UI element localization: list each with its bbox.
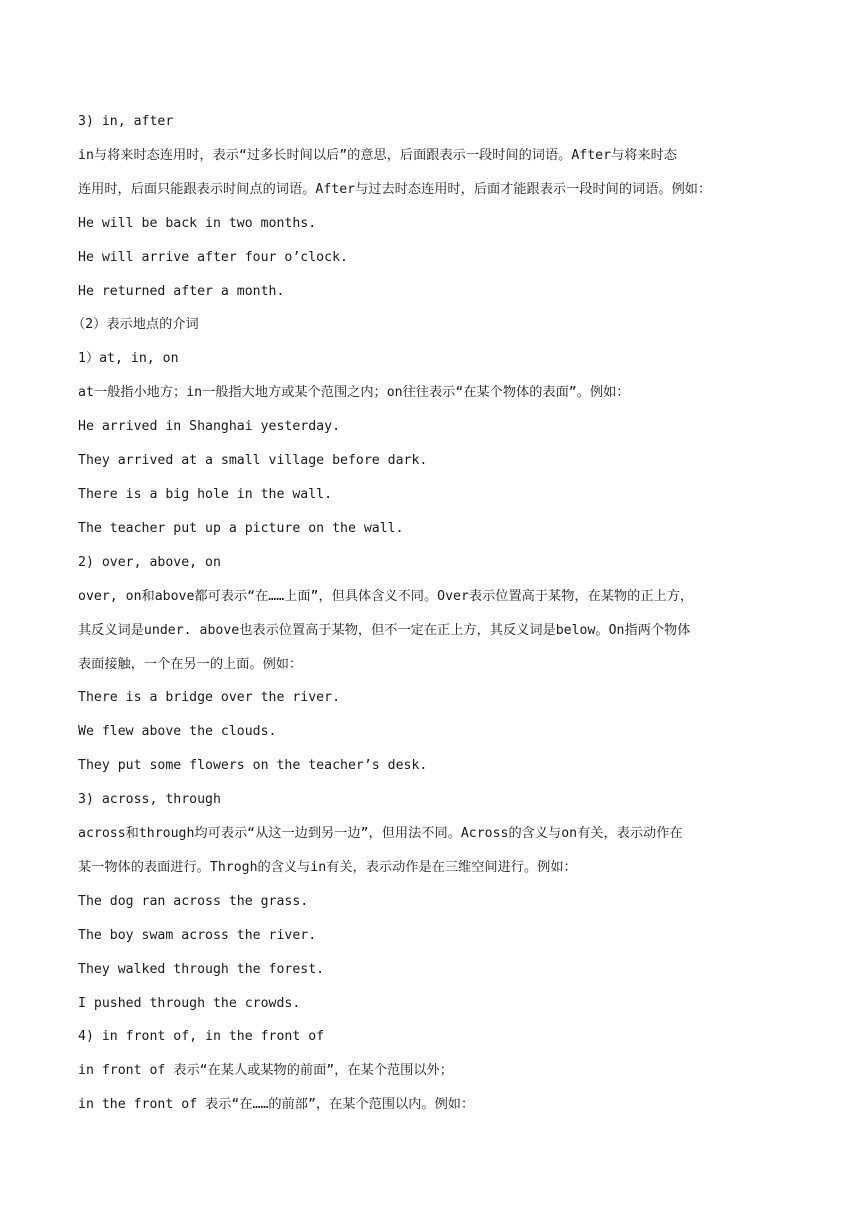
subsection-heading: 3) across, through bbox=[78, 792, 221, 808]
text-line: at一般指小地方；in一般指大地方或某个范围之内；on往往表示“在某个物体的表面”。例如： bbox=[78, 385, 630, 401]
text-line: 其反义词是under. above也表示位置高于某物，但不一定在正上方，其反义词是below。On指两个物体 bbox=[78, 622, 691, 638]
text-line: across和through均可表示“从这一边到另一边”，但用法不同。Across的含义与on有关，表示动作在 bbox=[78, 826, 683, 842]
text-line: They arrived at a small village before dark. bbox=[78, 453, 428, 469]
text-line: He returned after a month. bbox=[78, 283, 285, 299]
text-line: in与将来时态连用时，表示“过多长时间以后”的意思，后面跟表示一段时间的词语。After与将来时态 bbox=[78, 147, 677, 163]
text-line: The teacher put up a picture on the wall. bbox=[78, 520, 404, 536]
text-line: He arrived in Shanghai yesterday. bbox=[78, 419, 341, 435]
text-line: over, on和above都可表示“在……上面”，但具体含义不同。Over表示位置高于某物，在某物的正上方， bbox=[78, 588, 694, 604]
text-line: There is a bridge over the river. bbox=[78, 690, 341, 706]
text-line: in front of 表示“在某人或某物的前面”，在某个范围以外； bbox=[78, 1063, 453, 1079]
text-line: in the front of 表示“在……的前部”，在某个范围以内。例如： bbox=[78, 1097, 475, 1113]
text-line: 某一物体的表面进行。Throgh的含义与in有关，表示动作是在三维空间进行。例如： bbox=[78, 859, 577, 875]
document-body bbox=[72, 105, 790, 1122]
text-line: We flew above the clouds. bbox=[78, 724, 277, 740]
text-line: The boy swam across the river. bbox=[78, 927, 317, 943]
text-line: 3) in, after bbox=[78, 114, 174, 129]
section-heading: （2）表示地点的介词 bbox=[72, 317, 199, 333]
text-line: The dog ran across the grass. bbox=[78, 893, 309, 909]
text-line: 连用时，后面只能跟表示时间点的词语。After与过去时态连用时，后面才能跟表示一段时间的词语。例如： bbox=[78, 181, 712, 197]
subsection-heading: 4) in front of, in the front of bbox=[78, 1029, 325, 1045]
text-line: They walked through the forest. bbox=[78, 961, 325, 977]
text-line: He will arrive after four o’clock. bbox=[78, 249, 348, 265]
text-line: I pushed through the crowds. bbox=[78, 995, 301, 1011]
text-line: There is a big hole in the wall. bbox=[78, 486, 333, 502]
subsection-heading: 1）at, in, on bbox=[78, 351, 179, 367]
subsection-heading: 2) over, above, on bbox=[78, 554, 221, 570]
text-line: 表面接触，一个在另一的上面。例如： bbox=[78, 656, 303, 672]
text-line: He will be back in two months. bbox=[78, 215, 317, 231]
text-line: They put some flowers on the teacher’s desk. bbox=[78, 758, 428, 774]
